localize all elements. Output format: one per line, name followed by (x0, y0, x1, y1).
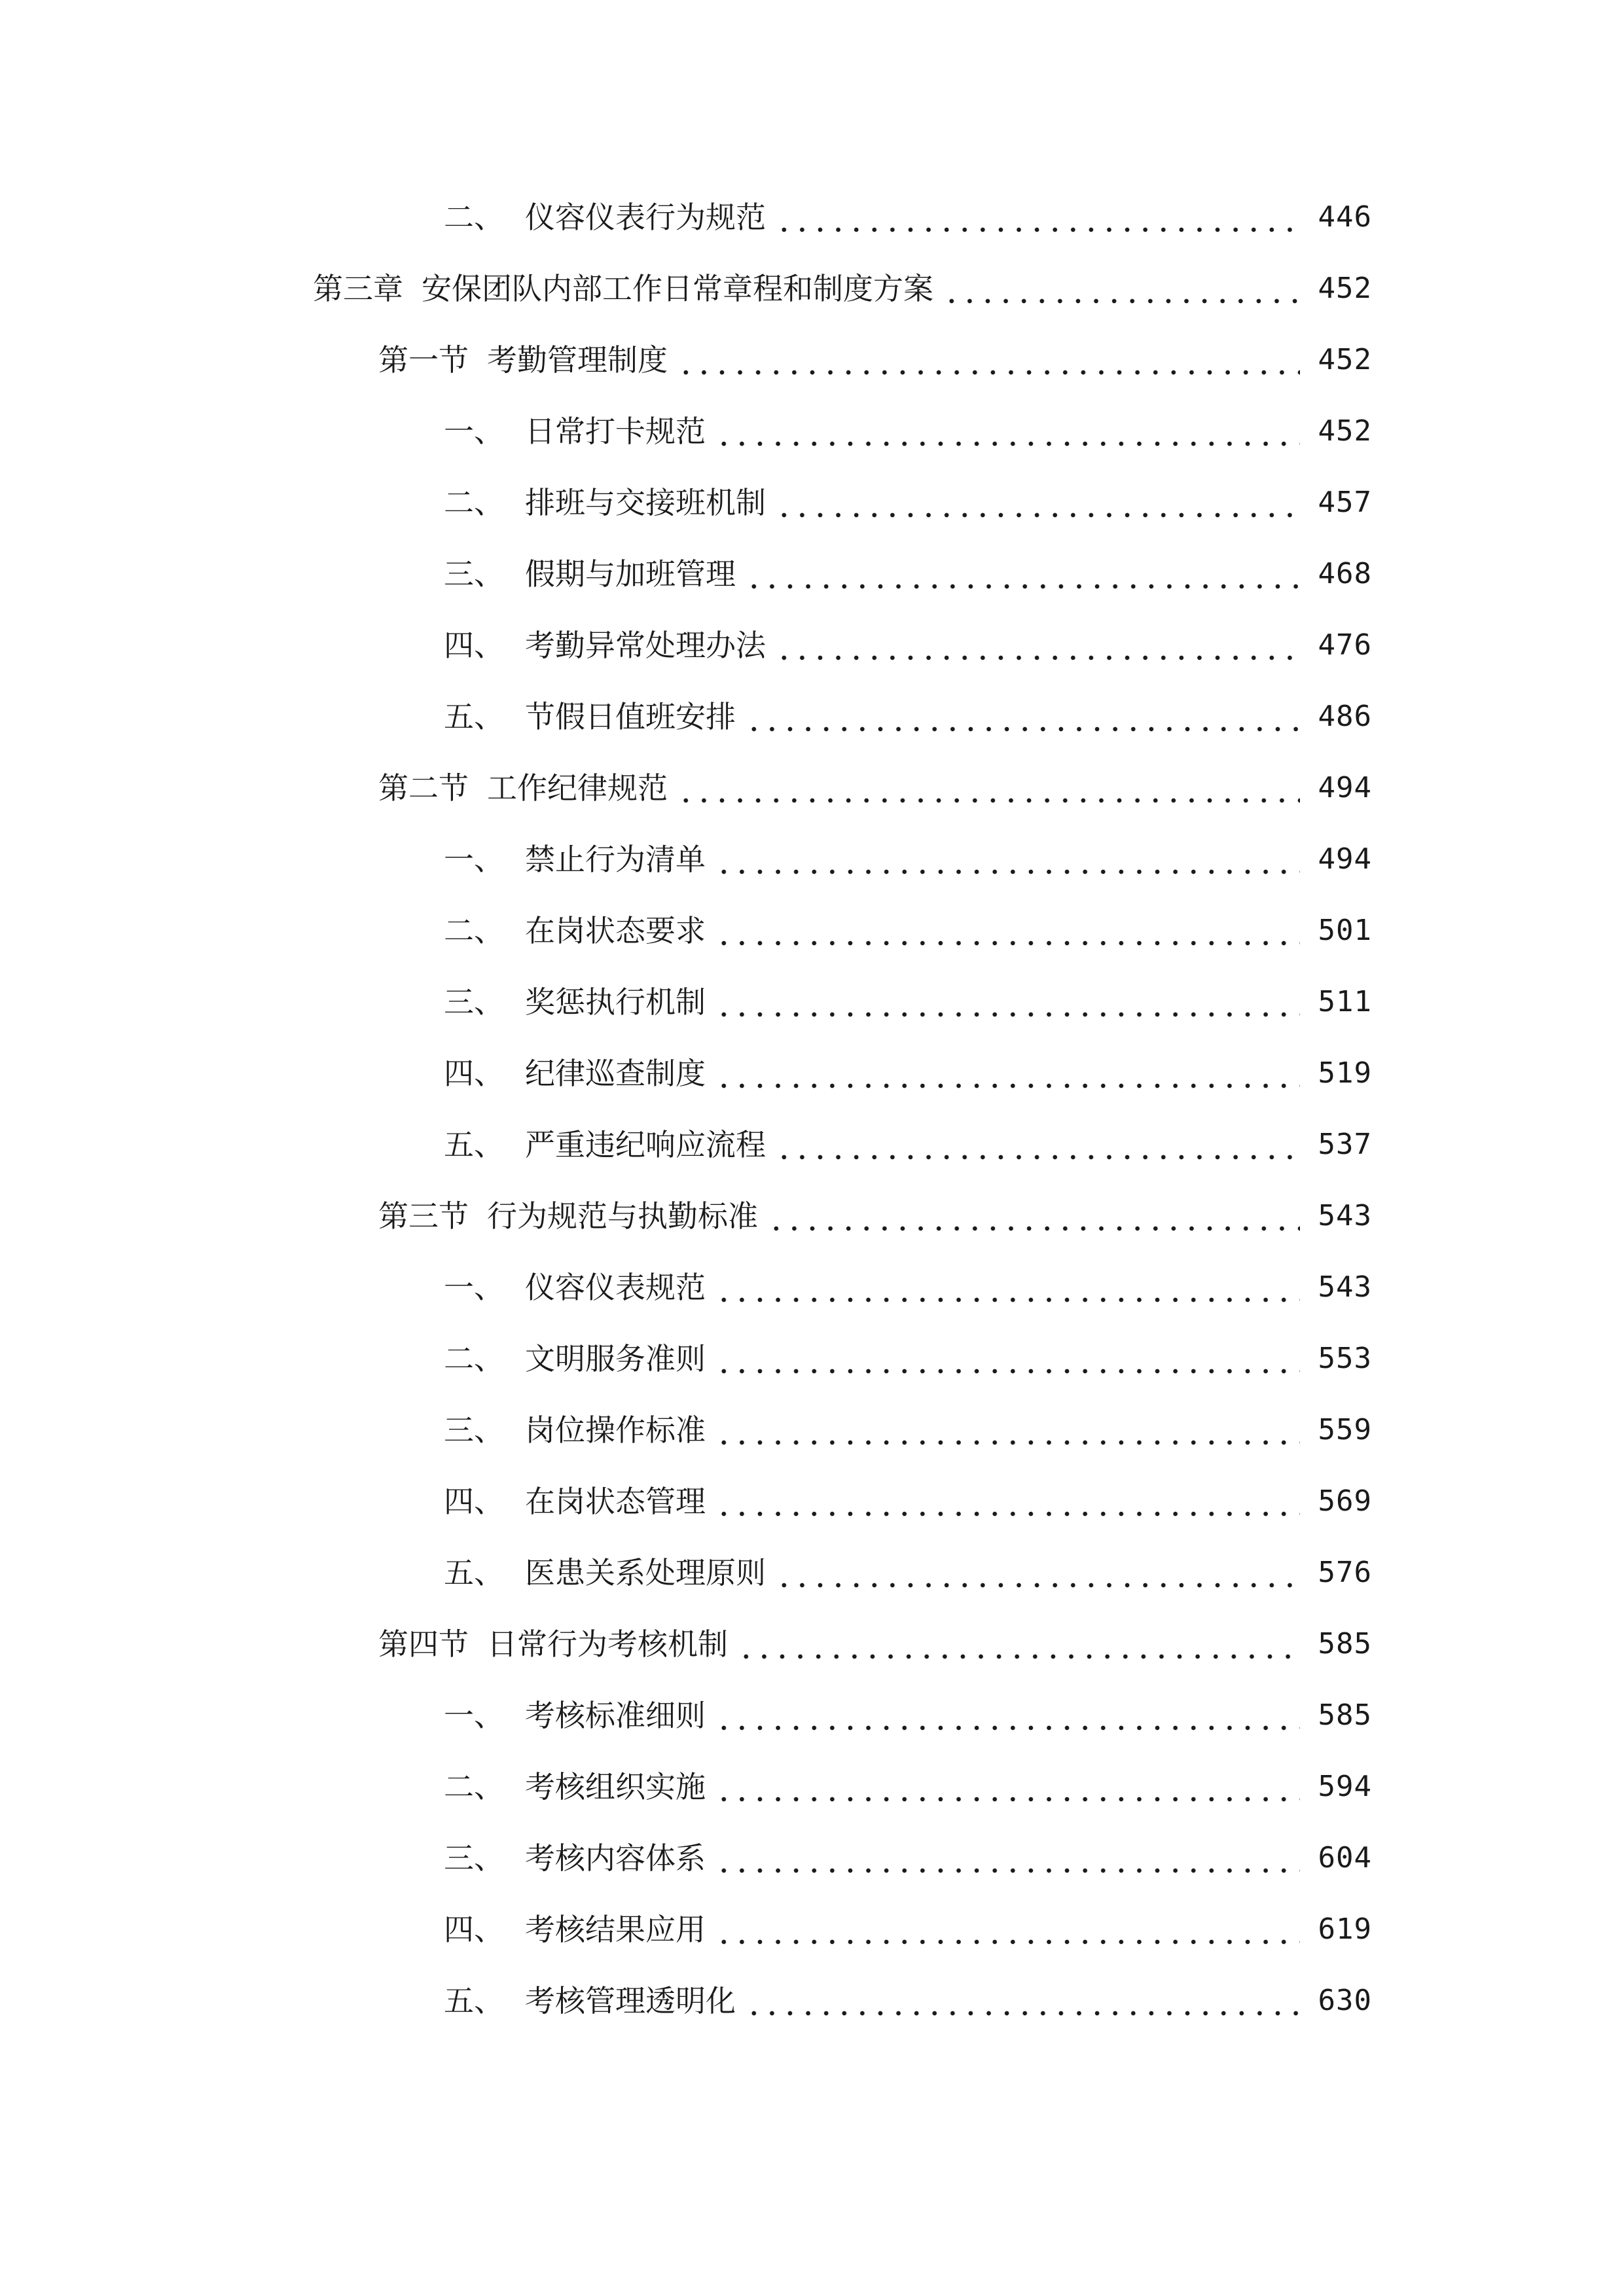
toc-entry-title: 岗位操作标准 (525, 1412, 706, 1448)
toc-entry-number: 三、 (444, 984, 504, 1020)
toc-entry-number: 五、 (444, 699, 504, 734)
toc-entry-item[interactable] (444, 1689, 1372, 1742)
toc-entry-item[interactable] (444, 1047, 1372, 1100)
toc-entry-number: 三、 (444, 1840, 504, 1876)
dot-leader (775, 1583, 1300, 1588)
toc-page-number: 494 (1318, 842, 1372, 876)
toc-page-number: 630 (1318, 1984, 1372, 2017)
dot-leader (775, 512, 1300, 518)
toc-entry-label (378, 334, 668, 386)
toc-entry-title: 在岗状态管理 (525, 1484, 706, 1519)
toc-entry-label (444, 476, 766, 529)
dot-leader (715, 1440, 1300, 1445)
toc-page-number: 511 (1318, 985, 1372, 1018)
dot-leader (715, 1868, 1300, 1873)
toc-entry-number: 四、 (444, 1056, 504, 1091)
toc-entry-item[interactable] (444, 619, 1372, 672)
toc-entry-title: 纪律巡查制度 (525, 1056, 706, 1091)
toc-entry-chapter[interactable] (313, 262, 1372, 315)
dot-leader (715, 1083, 1300, 1088)
toc-page-number: 619 (1318, 1912, 1372, 1946)
toc-page-number: 494 (1318, 771, 1372, 804)
toc-entry-title: 奖惩执行机制 (525, 984, 706, 1020)
toc-page-number: 468 (1318, 557, 1372, 590)
toc-entry-label (444, 1832, 706, 1884)
toc-entry-label (378, 1618, 728, 1670)
toc-entry-label (444, 1975, 736, 2027)
toc-entry-label (444, 619, 766, 672)
dot-leader (715, 1939, 1300, 1945)
dot-leader (715, 1369, 1300, 1374)
toc-entry-number: 第三节 (378, 1198, 469, 1234)
toc-entry-title: 考勤异常处理办法 (525, 628, 766, 663)
dot-leader (677, 370, 1300, 375)
toc-entry-title: 日常打卡规范 (525, 414, 706, 449)
toc-entry-item[interactable] (444, 1975, 1372, 2027)
toc-entry-label (444, 833, 706, 886)
toc-entry-item[interactable] (444, 191, 1372, 243)
toc-page-number: 446 (1318, 200, 1372, 234)
dot-leader (715, 869, 1300, 874)
toc-page-number: 585 (1318, 1698, 1372, 1732)
toc-entry-title: 在岗状态要求 (525, 913, 706, 948)
toc-entry-title: 节假日值班安排 (525, 699, 736, 734)
toc-entry-title: 日常行为考核机制 (487, 1626, 728, 1662)
toc-entry-number: 三、 (444, 556, 504, 592)
toc-entry-number: 四、 (444, 628, 504, 663)
toc-entry-item[interactable] (444, 476, 1372, 529)
toc-entry-number: 一、 (444, 1698, 504, 1733)
toc-entry-label (444, 1761, 706, 1813)
dot-leader (715, 1511, 1300, 1516)
toc-entry-item[interactable] (444, 1903, 1372, 1956)
dot-leader (677, 798, 1300, 803)
toc-entry-number: 二、 (444, 485, 504, 520)
toc-page-number: 604 (1318, 1841, 1372, 1874)
toc-entry-title: 考核结果应用 (525, 1912, 706, 1947)
toc-page-number: 452 (1318, 343, 1372, 376)
dot-leader (737, 1654, 1300, 1659)
toc-page-number: 559 (1318, 1413, 1372, 1446)
dot-leader (775, 655, 1300, 660)
dot-leader (715, 1797, 1300, 1802)
toc-entry-number: 三、 (444, 1412, 504, 1448)
toc-page-number: 594 (1318, 1770, 1372, 1803)
toc-page-number: 486 (1318, 700, 1372, 733)
toc-page-number: 476 (1318, 628, 1372, 662)
toc-entry-title: 行为规范与执勤标准 (487, 1198, 758, 1234)
toc-entry-number: 一、 (444, 842, 504, 877)
toc-entry-label (444, 1903, 706, 1956)
toc-entry-item[interactable] (444, 1119, 1372, 1171)
toc-page-number: 553 (1318, 1342, 1372, 1375)
toc-entry-title: 假期与加班管理 (525, 556, 736, 592)
toc-page-number: 501 (1318, 914, 1372, 947)
toc-entry-number: 第一节 (378, 342, 469, 378)
toc-entry-label (444, 1404, 706, 1456)
toc-entry-label (444, 405, 706, 457)
toc-entry-title: 医患关系处理原则 (525, 1555, 766, 1590)
toc-entry-section[interactable] (378, 1618, 1372, 1670)
toc-entry-number: 第二节 (378, 770, 469, 806)
toc-entry-label (444, 976, 706, 1028)
toc-entry-label (444, 1333, 706, 1385)
toc-entry-number: 四、 (444, 1912, 504, 1947)
toc-entry-number: 第三章 (313, 271, 403, 306)
toc-page-number: 537 (1318, 1128, 1372, 1161)
toc-entry-item[interactable] (444, 833, 1372, 886)
toc-entry-title: 考核内容体系 (525, 1840, 706, 1876)
toc-entry-item[interactable] (444, 1547, 1372, 1599)
toc-entry-item[interactable] (444, 1261, 1372, 1314)
toc-entry-title: 禁止行为清单 (525, 842, 706, 877)
toc-entry-number: 二、 (444, 1341, 504, 1376)
toc-page-number: 585 (1318, 1627, 1372, 1660)
toc-entry-item[interactable] (444, 905, 1372, 957)
toc-entry-number: 第四节 (378, 1626, 469, 1662)
toc-entry-label (444, 1047, 706, 1100)
toc-entry-title: 工作纪律规范 (487, 770, 668, 806)
toc-entry-label (444, 548, 736, 600)
toc-entry-title: 安保团队内部工作日常章程和制度方案 (422, 271, 933, 306)
toc-entry-item[interactable] (444, 1761, 1372, 1813)
toc-entry-section[interactable] (378, 334, 1372, 386)
dot-leader (745, 726, 1300, 732)
toc-page-number: 457 (1318, 486, 1372, 519)
toc-entry-item[interactable] (444, 1475, 1372, 1528)
toc-entry-item[interactable] (444, 548, 1372, 600)
toc-page-number: 576 (1318, 1556, 1372, 1589)
toc-page-number: 543 (1318, 1199, 1372, 1232)
toc-entry-label (313, 262, 933, 315)
toc-entry-item[interactable] (444, 976, 1372, 1028)
toc-entry-title: 排班与交接班机制 (525, 485, 766, 520)
toc-entry-number: 二、 (444, 1769, 504, 1804)
dot-leader (715, 941, 1300, 946)
toc-entry-item[interactable] (444, 691, 1372, 743)
toc-entry-label (444, 1261, 706, 1314)
toc-entry-number: 一、 (444, 1270, 504, 1305)
toc-entry-item[interactable] (444, 1404, 1372, 1456)
toc-entry-item[interactable] (444, 1832, 1372, 1884)
dot-leader (775, 1155, 1300, 1160)
toc-entry-title: 考勤管理制度 (487, 342, 668, 378)
toc-entry-item[interactable] (444, 405, 1372, 457)
toc-entry-title: 仪容仪表规范 (525, 1270, 706, 1305)
toc-page-number: 543 (1318, 1270, 1372, 1304)
dot-leader (745, 584, 1300, 589)
toc-entry-label (444, 905, 706, 957)
toc-entry-label (444, 1547, 766, 1599)
toc-entry-title: 考核组织实施 (525, 1769, 706, 1804)
toc-entry-number: 四、 (444, 1484, 504, 1519)
toc-page-number: 569 (1318, 1484, 1372, 1518)
toc-entry-number: 一、 (444, 414, 504, 449)
dot-leader (745, 2011, 1300, 2016)
toc-entry-number: 五、 (444, 1127, 504, 1162)
dot-leader (775, 227, 1300, 232)
toc-entry-number: 二、 (444, 200, 504, 235)
dot-leader (715, 1725, 1300, 1731)
toc-entry-number: 五、 (444, 1555, 504, 1590)
toc-entry-number: 二、 (444, 913, 504, 948)
toc-page-number: 519 (1318, 1056, 1372, 1090)
toc-page-number: 452 (1318, 414, 1372, 448)
toc-page-number: 452 (1318, 272, 1372, 305)
toc-entry-item[interactable] (444, 1333, 1372, 1385)
toc-entry-title: 考核管理透明化 (525, 1983, 736, 2018)
toc-entry-title: 文明服务准则 (525, 1341, 706, 1376)
dot-leader (715, 1012, 1300, 1017)
toc-entry-section[interactable] (378, 1190, 1372, 1242)
toc-entry-label (444, 691, 736, 743)
dot-leader (767, 1226, 1300, 1231)
dot-leader (715, 441, 1300, 446)
toc-entry-title: 仪容仪表行为规范 (525, 200, 766, 235)
toc-entry-label (378, 762, 668, 814)
toc-entry-label (444, 191, 766, 243)
toc-entry-section[interactable] (378, 762, 1372, 814)
toc-entry-title: 考核标准细则 (525, 1698, 706, 1733)
toc-entry-label (444, 1689, 706, 1742)
toc-entry-number: 五、 (444, 1983, 504, 2018)
toc-entry-title: 严重违纪响应流程 (525, 1127, 766, 1162)
dot-leader (715, 1297, 1300, 1302)
toc-entry-label (444, 1475, 706, 1528)
dot-leader (943, 298, 1300, 304)
toc-entry-label (378, 1190, 758, 1242)
toc-entry-label (444, 1119, 766, 1171)
